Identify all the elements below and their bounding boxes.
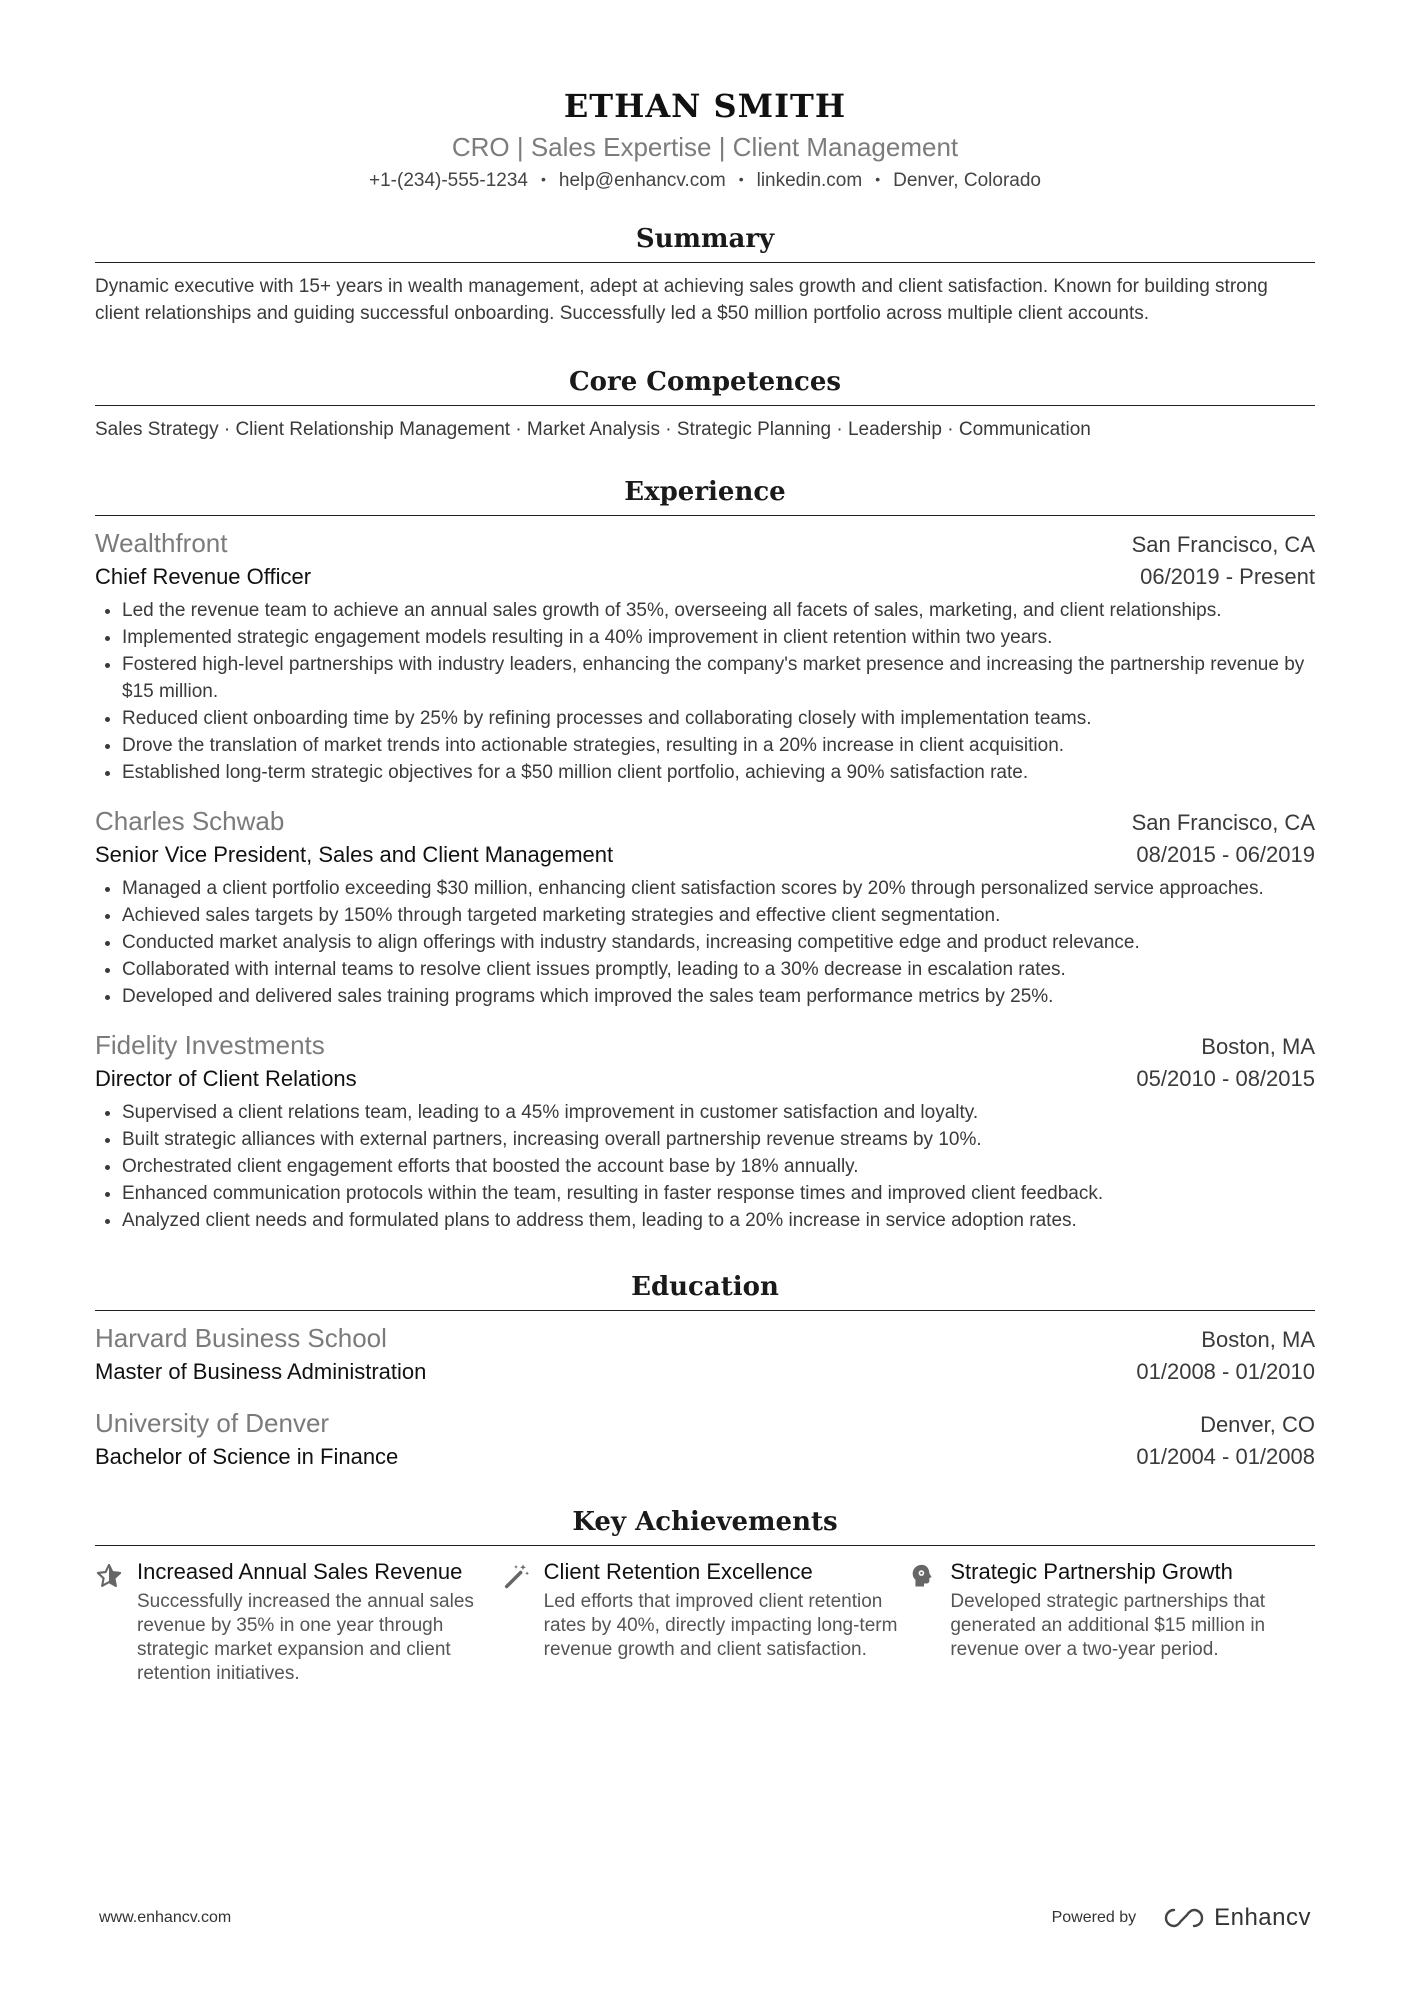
- education-dates: 01/2004 - 01/2008: [1136, 1444, 1315, 1469]
- job-bullet: • Analyzed client needs and formulated plans to address them, leading to a 20% increase in service adoption rates.: [122, 1207, 1315, 1234]
- contact-location: Denver, Colorado: [893, 170, 1041, 191]
- job-bullets: [95, 875, 1315, 1010]
- school-location: Denver, CO: [1200, 1412, 1315, 1437]
- job-location: Boston, MA: [1201, 1034, 1315, 1059]
- competences-list: Sales Strategy · Client Relationship Management · Market Analysis · Strategic Planning · Leadership · Communication: [95, 419, 1091, 440]
- achievement-item: [95, 1558, 502, 1686]
- job-location: San Francisco, CA: [1131, 532, 1315, 557]
- experience-title: Experience: [95, 475, 1315, 516]
- job-bullet: • Reduced client onboarding time by 25% by refining processes and collaborating closely with implementation teams.: [122, 705, 1315, 732]
- education-section: [95, 1270, 1315, 1473]
- summary-text: Dynamic executive with 15+ years in wealth management, adept at achieving sales growth and client satisfaction. Known for building strong client relationships and guiding successful onboarding. Successfully led a $50 million portfolio across multiple client accounts.: [95, 276, 1268, 324]
- experience-entry: [95, 804, 1315, 1010]
- candidate-name: ETHAN SMITH: [563, 87, 847, 125]
- footer-url[interactable]: www.enhancv.com: [99, 1909, 232, 1926]
- magic-wand-icon: [502, 1558, 544, 1686]
- competences-title: Core Competences: [95, 365, 1315, 406]
- job-bullet: • Managed a client portfolio exceeding $30 million, enhancing client satisfaction scores by 20% through personalized service approaches.: [122, 875, 1315, 902]
- school-name: University of Denver: [95, 1408, 330, 1438]
- education-entry: [95, 1406, 1315, 1473]
- job-dates: 05/2010 - 08/2015: [1136, 1066, 1315, 1091]
- company-name: Charles Schwab: [95, 806, 285, 836]
- resume-header: [95, 86, 1315, 194]
- job-bullet: • Enhanced communication protocols within the team, resulting in faster response times and improved client feedback.: [122, 1180, 1315, 1207]
- achievement-title: Client Retention Excellence: [543, 1559, 813, 1584]
- job-bullet: • Established long-term strategic objectives for a $50 million client portfolio, achieving a 90% satisfaction rate.: [122, 759, 1315, 786]
- job-bullet: • Implemented strategic engagement models resulting in a 40% improvement in client retention within two years.: [122, 624, 1315, 651]
- education-entry: [95, 1321, 1315, 1388]
- job-bullet: • Fostered high-level partnerships with industry leaders, enhancing the company's market presence and increasing the partnership revenue by $15 million.: [122, 651, 1315, 705]
- company-name: Wealthfront: [95, 528, 228, 558]
- job-bullet: • Supervised a client relations team, leading to a 45% improvement in customer satisfaction and loyalty.: [122, 1099, 1315, 1126]
- achievement-description: Led efforts that improved client retention rates by 40%, directly impacting long-term revenue growth and client satisfaction.: [543, 1591, 898, 1660]
- candidate-tagline: CRO | Sales Expertise | Client Management: [451, 132, 959, 162]
- experience-entry: [95, 1028, 1315, 1234]
- school-name: Harvard Business School: [95, 1323, 387, 1353]
- experience-entry: [95, 526, 1315, 786]
- job-bullet: • Collaborated with internal teams to resolve client issues promptly, leading to a 30% decrease in escalation rates.: [122, 956, 1315, 983]
- job-bullet: • Led the revenue team to achieve an annual sales growth of 35%, overseeing all facets of sales, marketing, and client relationships.: [122, 597, 1315, 624]
- page-footer: [99, 1904, 1311, 1932]
- education-dates: 01/2008 - 01/2010: [1136, 1359, 1315, 1384]
- star-icon: [95, 1558, 137, 1686]
- summary-section: [95, 222, 1315, 327]
- degree: Master of Business Administration: [95, 1359, 427, 1384]
- contact-line: [95, 168, 1315, 194]
- competences-section: [95, 365, 1315, 443]
- job-dates: 06/2019 - Present: [1140, 564, 1315, 589]
- achievement-title: Increased Annual Sales Revenue: [137, 1559, 463, 1584]
- job-bullet: • Developed and delivered sales training programs which improved the sales team performance metrics by 25%.: [122, 983, 1315, 1010]
- contact-separator: •: [738, 171, 744, 187]
- job-bullet: • Conducted market analysis to align offerings with industry standards, increasing competitive edge and product relevance.: [122, 929, 1315, 956]
- job-bullets: [95, 597, 1315, 786]
- contact-separator: •: [875, 171, 881, 187]
- school-location: Boston, MA: [1201, 1327, 1315, 1352]
- achievement-description: Developed strategic partnerships that generated an additional $15 million in revenue over a two-year period.: [950, 1591, 1266, 1660]
- achievements-section: [95, 1505, 1315, 1686]
- enhancv-logo-icon: [1162, 1906, 1206, 1930]
- head-brain-icon: [908, 1558, 950, 1686]
- job-title: Chief Revenue Officer: [95, 564, 312, 589]
- brand-name: Enhancv: [1214, 1904, 1311, 1931]
- job-bullet: • Drove the translation of market trends into actionable strategies, resulting in a 20% increase in client acquisition.: [122, 732, 1315, 759]
- contact-email: help@enhancv.com: [558, 170, 726, 191]
- powered-by-label: Powered by: [1051, 1909, 1137, 1926]
- achievements-grid: [95, 1558, 1315, 1686]
- contact-separator: •: [540, 171, 546, 187]
- achievement-item: [908, 1558, 1315, 1686]
- contact-linkedin: linkedin.com: [756, 170, 863, 191]
- job-bullets: [95, 1099, 1315, 1234]
- job-title: Director of Client Relations: [95, 1066, 357, 1091]
- job-bullet: • Built strategic alliances with external partners, increasing overall partnership revenue streams by 10%.: [122, 1126, 1315, 1153]
- contact-phone: +1-(234)-555-1234: [369, 170, 528, 191]
- job-bullet: • Achieved sales targets by 150% through targeted marketing strategies and effective client segmentation.: [122, 902, 1315, 929]
- job-bullet: • Orchestrated client engagement efforts that boosted the account base by 18% annually.: [122, 1153, 1315, 1180]
- achievements-title: Key Achievements: [95, 1505, 1315, 1546]
- job-location: San Francisco, CA: [1131, 810, 1315, 835]
- summary-title: Summary: [95, 222, 1315, 263]
- achievement-description: Successfully increased the annual sales revenue by 35% in one year through strategic market expansion and client retention initiatives.: [137, 1591, 474, 1684]
- job-dates: 08/2015 - 06/2019: [1136, 842, 1315, 867]
- experience-section: [95, 475, 1315, 1234]
- job-title: Senior Vice President, Sales and Client Management: [95, 842, 614, 867]
- degree: Bachelor of Science in Finance: [95, 1444, 399, 1469]
- powered-by: [1052, 1904, 1311, 1932]
- education-title: Education: [95, 1270, 1315, 1311]
- achievement-title: Strategic Partnership Growth: [950, 1559, 1233, 1584]
- achievement-item: [502, 1558, 909, 1686]
- company-name: Fidelity Investments: [95, 1030, 325, 1060]
